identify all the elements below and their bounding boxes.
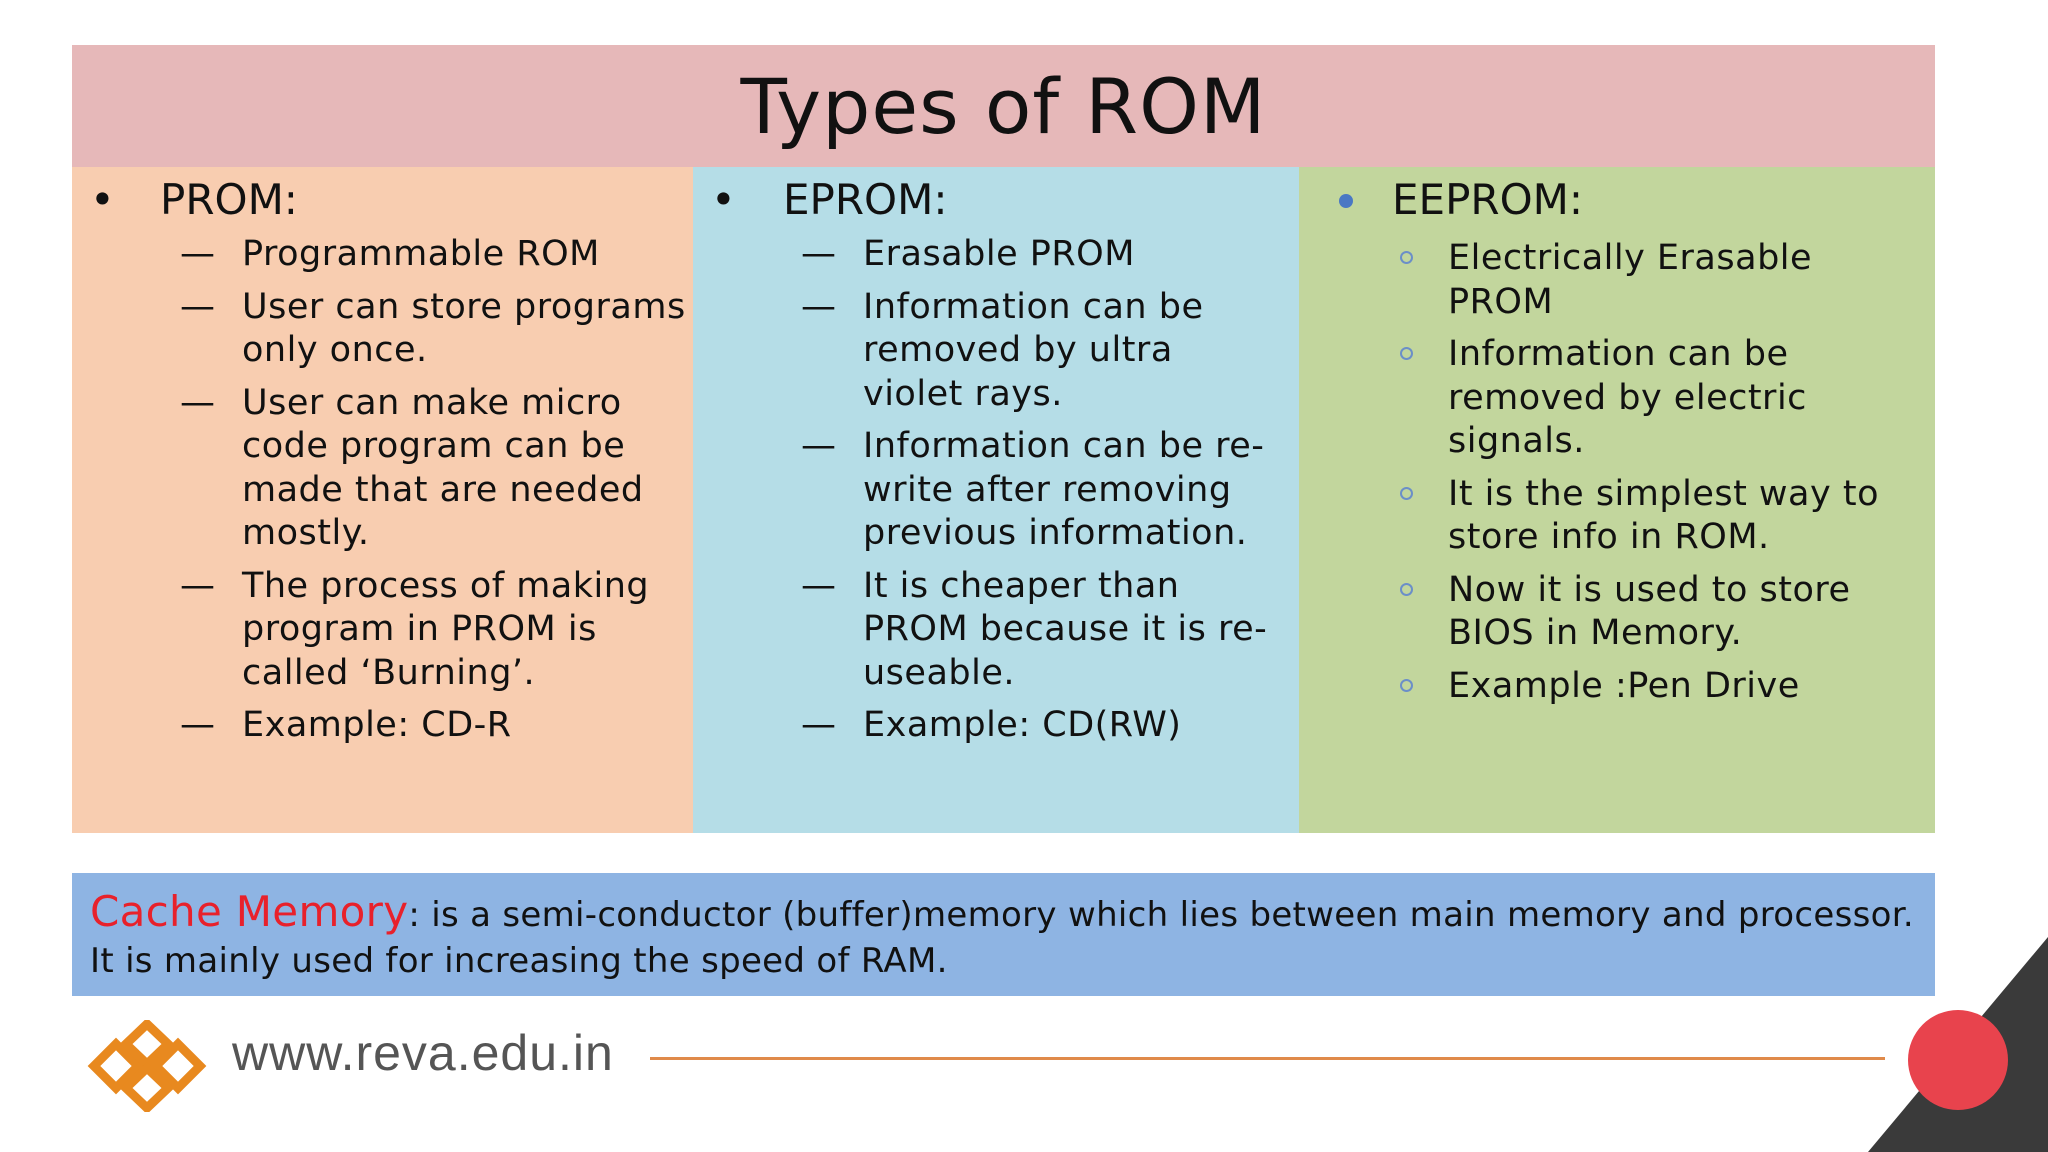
- list-item-text: Example: CD-R: [242, 705, 512, 745]
- footer-url: www.reva.edu.in: [232, 1025, 614, 1081]
- slide-title: Types of ROM: [740, 61, 1267, 151]
- list-item: [1448, 569, 1918, 656]
- eprom-column: [693, 167, 1299, 833]
- ring-bullet-icon: [1400, 487, 1413, 500]
- dash-icon: —: [801, 234, 837, 274]
- list-item: [1448, 333, 1918, 464]
- list-item-text: User can store programs only once.: [242, 286, 686, 370]
- dash-icon: —: [801, 565, 837, 606]
- list-item-text: It is the simplest way to store info in ROM.: [1448, 473, 1879, 557]
- cache-memory-definition: : is a semi-conductor (buffer)memory which lies between main memory and processor. It is mainly used for increasing the speed of RAM.: [90, 895, 1914, 981]
- list-item-text: The process of making program in PROM is called ‘Burning’.: [242, 565, 650, 693]
- list-item: [180, 382, 687, 556]
- dash-icon: —: [180, 286, 216, 327]
- list-item-text: Now it is used to store BIOS in Memory.: [1448, 569, 1851, 653]
- list-item-text: Example :Pen Drive: [1448, 665, 1800, 706]
- dash-icon: —: [180, 565, 216, 606]
- list-item: [801, 565, 1283, 696]
- list-item: [801, 233, 1283, 277]
- list-item-text: Example: CD(RW): [863, 705, 1182, 745]
- list-item: [1448, 665, 1918, 709]
- bullet-icon: •: [711, 175, 736, 224]
- list-item: [801, 425, 1283, 556]
- title-band: [72, 45, 1935, 167]
- dash-icon: —: [180, 705, 216, 745]
- eprom-heading: EPROM:: [783, 175, 948, 224]
- list-item-text: Electrically Erasable PROM: [1448, 238, 1813, 322]
- list-item-text: Programmable ROM: [242, 234, 600, 274]
- eeprom-column: [1299, 167, 1935, 833]
- list-item-text: Information can be removed by electric signals.: [1448, 334, 1807, 461]
- bullet-icon: •: [90, 175, 115, 224]
- list-item-text: Information can be removed by ultra violet rays.: [863, 286, 1204, 414]
- prom-heading: PROM:: [160, 175, 298, 224]
- dash-icon: —: [801, 705, 837, 745]
- red-dot-icon: [1908, 1010, 2008, 1110]
- bullet-icon: [1339, 194, 1353, 208]
- ring-bullet-icon: [1400, 347, 1413, 360]
- reva-logo-icon: [86, 1020, 208, 1112]
- dash-icon: —: [180, 234, 216, 274]
- eeprom-heading: EEPROM:: [1392, 175, 1584, 224]
- prom-column: [72, 167, 693, 833]
- list-item-text: It is cheaper than PROM because it is re-useable.: [863, 565, 1268, 693]
- list-item: [801, 704, 1283, 748]
- cache-memory-band: [72, 873, 1935, 996]
- list-item: [180, 565, 687, 696]
- list-item: [1448, 473, 1918, 560]
- list-item: [180, 233, 687, 277]
- prom-list: [180, 233, 687, 757]
- cache-memory-term: Cache Memory: [90, 887, 409, 936]
- list-item-text: User can make micro code program can be made that are needed mostly.: [242, 382, 644, 553]
- ring-bullet-icon: [1400, 679, 1413, 692]
- list-item-text: Information can be re-write after removing previous information.: [863, 426, 1265, 553]
- ring-bullet-icon: [1400, 251, 1413, 264]
- dash-icon: —: [180, 382, 216, 423]
- eeprom-list: [1448, 237, 1918, 717]
- eprom-list: [801, 233, 1283, 757]
- list-item-text: Erasable PROM: [863, 234, 1135, 274]
- dash-icon: —: [801, 286, 837, 327]
- list-item: [180, 704, 687, 748]
- list-item: [801, 286, 1283, 417]
- ring-bullet-icon: [1400, 583, 1413, 596]
- dash-icon: —: [801, 426, 837, 466]
- footer-divider: [650, 1057, 1885, 1060]
- list-item: [1448, 237, 1918, 324]
- list-item: [180, 286, 687, 373]
